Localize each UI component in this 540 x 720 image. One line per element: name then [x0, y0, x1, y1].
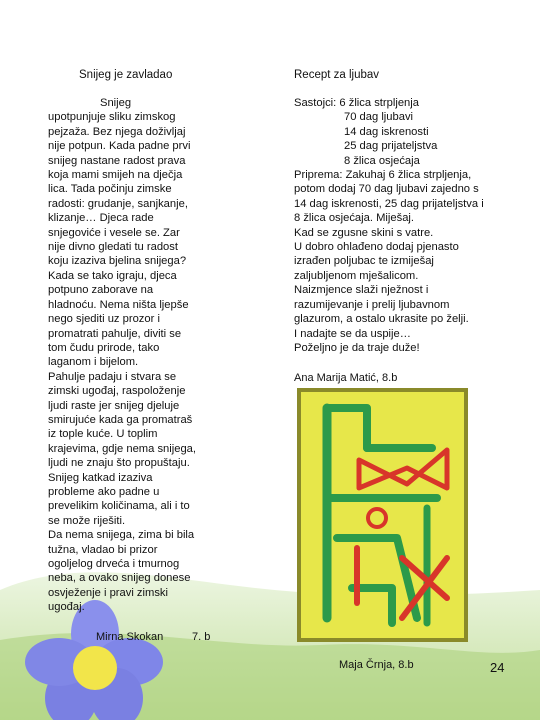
article-line: koju izaziva bjelina snijega?	[48, 255, 187, 268]
artwork-image	[297, 388, 468, 642]
article-line: nego sjediti uz prozor i	[48, 313, 160, 326]
article-line: hladnoću. Nema ništa ljepše	[48, 298, 189, 311]
recipe-line: Poželjno je da traje duže!	[294, 341, 420, 354]
ingredients-line	[294, 96, 514, 110]
right-author: Ana Marija Matić, 8.b	[294, 372, 398, 384]
article-line: smirujuće kada ga promatraš	[48, 413, 193, 426]
article-line: nije divno gledati tu radost	[48, 241, 178, 254]
poem-title: Snijeg je zavladao	[79, 69, 173, 81]
ingredient: 25 dag prijateljstva	[344, 140, 438, 153]
recipe-line: izrađen poljubac te izmiješaj	[294, 255, 434, 268]
article-line: probleme ako padne u	[48, 485, 160, 498]
article-line: se može riješiti.	[48, 514, 126, 527]
recipe-line: Naizmjence slaži nježnost i	[294, 284, 429, 297]
recipe-line: 8 žlica osjećaja. Miješaj.	[294, 212, 415, 225]
article-line: prevelikim količinama, ali i to	[48, 500, 190, 513]
ingredient: 14 dag iskrenosti	[344, 125, 429, 138]
ingredient: 70 dag ljubavi	[344, 111, 414, 124]
recipe-line: U dobro ohlađeno dodaj pjenasto	[294, 241, 459, 254]
article-line: potpuno zaborave na	[48, 284, 154, 297]
article-line: snjegoviće i vesele se. Zar	[48, 226, 180, 239]
article-line: koja mami smijeh na dječja	[48, 169, 183, 182]
article-line: neba, a ovako snijeg donese	[48, 572, 191, 585]
article-line: nije potpun. Kada padne prvi	[48, 140, 191, 153]
recipe-line: Kad se zgusne skini s vatre.	[294, 226, 434, 239]
article-line: ljudi ne znaju što propuštaju.	[48, 457, 190, 470]
article-line: snijeg nastane radost prava	[48, 154, 186, 167]
article-line: tom čudu prirode, tako	[48, 341, 160, 354]
recipe-line: razumijevanje i prelij ljubavnom	[294, 298, 450, 311]
article-line: upotpunjuje sliku zimskog	[48, 111, 176, 124]
article-line: pejzaža. Bez njega doživljaj	[48, 125, 186, 138]
article-line: zimski ugođaj, raspoloženje	[48, 385, 186, 398]
article-line: Snijeg	[100, 97, 132, 109]
recipe-line: Priprema: Zakuhaj 6 žlica strpljenja,	[294, 169, 472, 182]
recipe-line: I nadajte se da uspije…	[294, 327, 411, 340]
recipe-line: 14 dag iskrenosti, 25 dag prijateljstva i	[294, 197, 484, 210]
ingredient: 6 žlica strpljenja	[339, 97, 419, 109]
article-line: Snijeg katkad izaziva	[48, 471, 153, 484]
article-line: tužna, vladao bi prizor	[48, 543, 158, 556]
article-line: Pahulje padaju i stvara se	[48, 370, 177, 383]
article-line: Kada se tako igraju, djeca	[48, 269, 177, 282]
left-article	[48, 96, 220, 615]
article-line: ogoljelog drveća i tmurnog	[48, 558, 180, 570]
article-line: iz tople kuće. U toplim	[48, 428, 158, 441]
article-line: radosti: grudanje, sanjkanje,	[48, 197, 188, 210]
ingredient: 8 žlica osjećaja	[344, 154, 420, 167]
recipe-title: Recept za ljubav	[294, 69, 380, 81]
recipe-line: potom dodaj 70 dag ljubavi zajedno s	[294, 183, 479, 196]
left-author: Mirna Skokan	[96, 631, 164, 643]
ingredients-label: Sastojci:	[294, 97, 337, 109]
recipe-line: glazurom, a ostalo ukrasite po želji.	[294, 313, 469, 326]
article-line: promatrati pahulje, diviti se	[48, 327, 182, 340]
article-line: laganom i bijelom.	[48, 356, 139, 369]
page-number: 24	[490, 660, 505, 675]
article-line: lica. Tada počinju zimske	[48, 183, 172, 196]
artwork-caption: Maja Črnja, 8.b	[339, 659, 414, 671]
article-line: ugođaj.	[48, 601, 85, 614]
article-line: klizanje… Djeca rade	[48, 212, 154, 225]
left-grade: 7. b	[192, 631, 211, 643]
right-article	[294, 96, 514, 355]
article-line: ljudi raste jer snijeg djeluje	[48, 399, 180, 412]
article-line: osvježenje i pravi zimski	[48, 586, 168, 599]
article-line: krajevima, gdje nema snijega,	[48, 442, 196, 455]
article-line: Da nema snijega, zima bi bila	[48, 529, 195, 542]
recipe-line: zaljubljenom mješalicom.	[294, 269, 419, 282]
